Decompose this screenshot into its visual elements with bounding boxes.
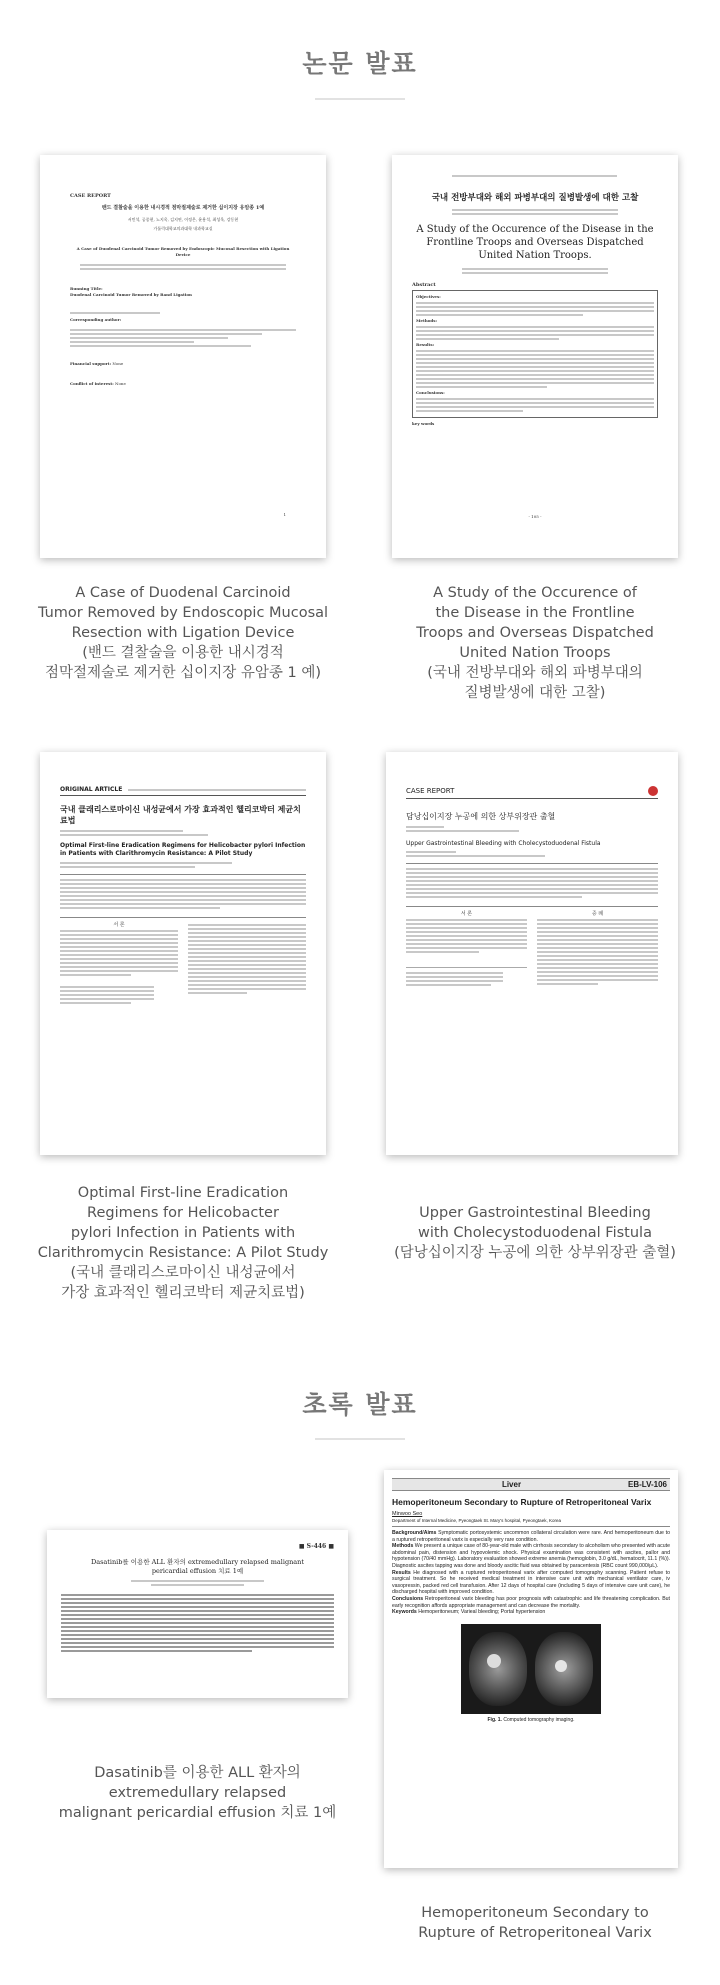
caption-line: 가장 효과적인 헬리코박터 제균치료법) — [61, 1285, 305, 1301]
doc-code: EB-LV-106 — [628, 1480, 667, 1489]
doc-title: Hemoperitoneum Secondary to Rupture of Retroperitoneal Varix — [392, 1497, 652, 1507]
doc-keywords-label: Keywords — [392, 1609, 417, 1616]
doc-results: Results: — [416, 342, 435, 347]
doc-running-title-label: Running Title: — [70, 286, 103, 291]
caption-line: pylori Infection in Patients with — [70, 1225, 296, 1241]
doc-page-number: - 105 - — [528, 514, 542, 519]
doc-title: Dasatinib를 이용한 ALL 환자의 extremedullary relapsed malignant pericardial effusion 치료 1예 — [91, 1558, 304, 1575]
caption-line: the Disease in the Frontline — [435, 605, 635, 621]
caption-line: 질병발생에 대한 고찰) — [464, 685, 606, 701]
paper-thumbnail-1[interactable] — [40, 155, 326, 558]
caption-line: Upper Gastrointestinal Bleeding — [419, 1205, 651, 1221]
abstracts-section-header — [0, 1385, 720, 1421]
doc-section-heading: 증 례 — [591, 911, 604, 917]
doc-abstract-box — [412, 290, 658, 418]
doc-en-title: A Study of the Occurence of the Disease in the Frontline Troops and Overseas Dispatched United Nation Troops. — [416, 224, 654, 261]
abstract-caption-2 — [372, 1903, 698, 1943]
doc-authors: 서민석, 공종현, 노지욱, 김지연, 이정은, 윤용석, 최성욱, 강동현 — [127, 217, 239, 222]
doc-results: He diagnosed with a ruptured retroperitoneal varix after computed tomography scanning. Patient refuse to surgical treatment. So he received medical treatment in intensive care unit with mechanical ventilator care, iv vasopressin, packed red cell transfusion. After 12 days of hospital care (including 5 days of intensive care unit care), he discharged hospital with improved condition. — [392, 1569, 670, 1596]
doc-background: Symptomatic portosystemic uncommon collateral circulation were rare. And hemoperitoneum due to a ruptured retroperitoneal varix is especially very rare condition. — [392, 1530, 670, 1543]
doc-en-title: Upper Gastrointestinal Bleeding with Cholecystoduodenal Fistula — [406, 840, 601, 847]
section-divider — [315, 98, 405, 100]
doc-ko-title: 담낭십이지장 누공에 의한 상부위장관 출혈 — [406, 812, 556, 821]
doc-financial-value: None — [112, 361, 124, 366]
caption-line: (담낭십이지장 누공에 의한 상부위장관 출혈) — [394, 1245, 676, 1261]
doc-corresponding: Corresponding author: — [70, 317, 122, 322]
caption-line: (국내 전방부대와 해외 파병부대의 — [427, 665, 643, 681]
fig-caption-text: Computed tomography imaging. — [503, 1716, 575, 1723]
doc-abstract-label: Abstract — [412, 282, 436, 288]
doc-background-label: Background/Aims — [392, 1530, 437, 1536]
abstract-header-bar — [392, 1478, 670, 1491]
doc-abstract-body — [392, 1530, 670, 1616]
doc-en-title: A Case of Duodenal Carcinoid Tumor Removed by Endoscopic Mucosal Resection with Ligation Device — [76, 246, 290, 257]
abstract-thumbnail-1[interactable] — [47, 1530, 348, 1698]
doc-section-heading: 서 론 — [460, 911, 473, 917]
fig-label: Fig. 1. — [487, 1716, 502, 1723]
doc-methods: We present a unique case of 80-year-old male with cirrhosis secondary to alcoholism who presented with acute abdominal pain, distension and hypovolemic shock. Physical examination was consistent with ascites, pallor and hypotension (70/40 mmHg). Laboratory evaluation showed extreme anemia (hemoglobin, 3.0 g/dL, hematocrit, 11.1 (%)). Diagnostic ascites tapping was done and bloody ascitic fluid was obtained by paracentesis (RBC count 990,000/μL). — [392, 1543, 670, 1569]
caption-line: extremedullary relapsed — [108, 1785, 287, 1801]
journal-logo-icon — [648, 786, 658, 796]
caption-line: Rupture of Retroperitoneal Varix — [418, 1925, 652, 1941]
doc-key-words: key words — [412, 421, 435, 426]
doc-keywords: Hemoperitoneum; Varieal bleeding; Portal hypertension — [418, 1609, 546, 1616]
paper-caption-2 — [372, 583, 698, 703]
doc-financial: Financial support: — [70, 361, 112, 366]
doc-category: Liver — [501, 1480, 522, 1489]
papers-section-header — [0, 44, 720, 80]
doc-conclusions-label: Conclusions — [392, 1595, 424, 1602]
doc-code: ■ S-446 ■ — [298, 1543, 334, 1550]
doc-conflict-value: None — [114, 381, 126, 386]
doc-en-title: Optimal First-line Eradication Regimens for Helicobacter pylori Infection in Patients with Clarithromycin Resistance: A Pilot Study — [60, 842, 306, 857]
caption-line: Hemoperitoneum Secondary to — [421, 1905, 649, 1921]
fig-caption — [392, 1717, 670, 1723]
section-title-abstracts: 초록 발표 — [302, 1390, 418, 1419]
doc-objectives: Objectives: — [416, 294, 441, 299]
doc-affiliation: Department of Internal Medicine, Pyeongtaek St. Mary's hospital, Pyeongtaek, Korea — [392, 1518, 670, 1527]
doc-running-title: Duodenal Carcinoid Tumor Removed by Band Ligation — [70, 292, 192, 297]
ct-scan-image — [461, 1624, 601, 1714]
caption-line: with Cholecystoduodenal Fistula — [418, 1225, 652, 1241]
doc-ko-title: 밴드 결찰술을 이용한 내시경적 점막절제술로 제거한 십이지장 유암종 1예 — [101, 205, 265, 211]
caption-line: Clarithromycin Resistance: A Pilot Study — [37, 1245, 329, 1261]
paper-caption-1 — [20, 583, 346, 683]
caption-line: (밴드 결찰술을 이용한 내시경적 — [82, 645, 284, 661]
doc-conclusions: Conclusions: — [416, 390, 445, 395]
caption-line: Resection with Ligation Device — [71, 625, 295, 641]
paper-caption-3 — [20, 1183, 346, 1303]
section-title-papers: 논문 발표 — [302, 49, 418, 78]
doc-label: ORIGINAL ARTICLE — [60, 786, 123, 793]
caption-line: United Nation Troops — [459, 645, 611, 661]
doc-label: CASE REPORT — [406, 787, 455, 795]
caption-line: A Case of Duodenal Carcinoid — [75, 585, 291, 601]
doc-section-heading: 서 론 — [113, 922, 125, 928]
caption-line: Optimal First-line Eradication — [77, 1185, 289, 1201]
section-divider — [315, 1438, 405, 1440]
caption-line: malignant pericardial effusion 치료 1예 — [58, 1805, 337, 1821]
doc-ko-title: 국내 전방부대와 해외 파병부대의 질병발생에 대한 고찰 — [431, 193, 639, 203]
paper-caption-4 — [372, 1203, 698, 1263]
doc-page-number: 1 — [283, 512, 286, 517]
caption-line: Tumor Removed by Endoscopic Mucosal — [37, 605, 329, 621]
paper-thumbnail-4[interactable] — [386, 752, 678, 1155]
doc-conflict: Conflict of interest: — [70, 381, 114, 386]
caption-line: A Study of the Occurence of — [433, 585, 637, 601]
caption-line: Dasatinib를 이용한 ALL 환자의 — [94, 1765, 301, 1781]
doc-label: CASE REPORT — [70, 193, 111, 199]
abstract-thumbnail-2[interactable] — [384, 1470, 678, 1868]
caption-line: Troops and Overseas Dispatched — [416, 625, 654, 641]
caption-line: Regimens for Helicobacter — [87, 1205, 279, 1221]
doc-dept: 가톨릭대학교의과대학 내과학교실 — [153, 226, 213, 231]
caption-line: 점막절제술로 제거한 십이지장 유암종 1 예) — [44, 665, 322, 681]
doc-results-label: Results — [392, 1569, 411, 1576]
doc-conclusions: Retroperitoneal varix bleeding has poor prognosis with catastrophic and life threatening complication. But early recognition affords appropriate management and can decrease the mortality. — [392, 1595, 670, 1609]
doc-author: Minwoo Seo — [392, 1511, 423, 1517]
paper-thumbnail-3[interactable] — [40, 752, 326, 1155]
caption-line: (국내 클래리스로마이신 내성균에서 — [70, 1265, 296, 1281]
doc-ko-title: 국내 클래리스로마이신 내성균에서 가장 효과적인 헬리코박터 제균치료법 — [60, 805, 301, 825]
abstract-caption-1 — [27, 1763, 368, 1823]
paper-thumbnail-2[interactable] — [392, 155, 678, 558]
doc-methods: Methods: — [416, 318, 437, 323]
doc-methods-label: Methods — [392, 1543, 414, 1550]
